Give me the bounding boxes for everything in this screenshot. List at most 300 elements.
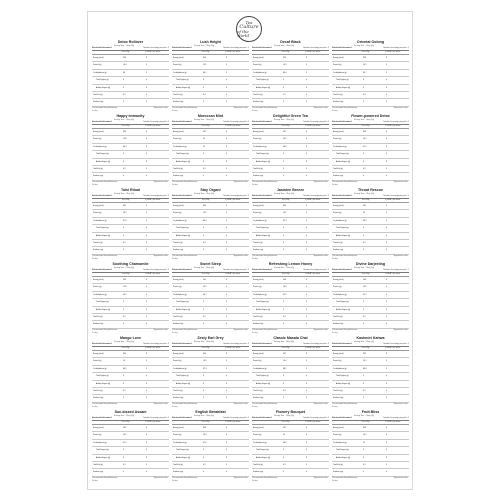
column-header-per-100g: Per 100g (282, 124, 290, 127)
per-100g-value: 0 (363, 301, 364, 304)
per-100g-value: 343 (363, 130, 366, 133)
per-100g-value: 0 (363, 449, 364, 452)
nutrient-label: Carbohydrate (g) (93, 219, 107, 222)
per-100g-value: 341 (283, 426, 286, 429)
per-100g-value: 0 (123, 79, 124, 82)
nutrient-row (252, 247, 329, 254)
footnote-per-day: Per day (252, 184, 258, 186)
nutrient-label: Carbohydrate (g) (173, 293, 187, 296)
per-100g-value: 16.3 (283, 64, 287, 67)
nutrient-row (332, 314, 409, 321)
rda-value: 0 (386, 375, 387, 378)
nutrient-row (332, 440, 409, 447)
rda-value: 0 (306, 293, 307, 296)
per-100g-value: 343 (363, 278, 366, 281)
per-100g-value: 0 (363, 86, 364, 89)
nutrient-label: Protein (g) (173, 64, 182, 67)
footnote-rda: *Recommended Dietary Allowances (252, 107, 278, 109)
nutrient-label: Sodium (mg) (253, 323, 264, 326)
per-100g-value: 0 (363, 153, 364, 156)
nutritional-info-label: Nutritional Information* (172, 195, 193, 198)
nutrient-label: Energy (kcal) (93, 56, 104, 59)
per-100g-value: 0 (203, 375, 204, 378)
nutrient-row (332, 425, 409, 432)
serving-size: Serving Size - 1 Bag (2g) (354, 193, 375, 195)
column-header-per-100g: Per 100g (122, 346, 130, 349)
per-100g-value: 340 (203, 56, 206, 59)
rda-value: 0 (306, 434, 307, 437)
rda-value: 0 (306, 352, 307, 355)
rda-value: 0 (306, 360, 307, 363)
nutrient-row (172, 247, 249, 254)
nutrient-row (252, 307, 329, 314)
rda-value: 0 (226, 382, 227, 385)
nutrient-label: Energy (kcal) (253, 56, 264, 59)
per-100g-value: 0 (363, 375, 364, 378)
nutrient-row (252, 277, 329, 284)
nutrient-label: Total Sugars (g) (256, 153, 269, 156)
rda-value: 0 (226, 449, 227, 452)
nutrient-row (252, 314, 329, 321)
nutritional-info-label: Nutritional Information* (172, 269, 193, 272)
nutrition-panel (92, 114, 169, 186)
footnote-per-day: Per day (252, 258, 258, 260)
nutrient-label: Protein (g) (253, 360, 262, 363)
nutrient-row (172, 388, 249, 395)
rda-value: 0 (306, 389, 307, 392)
nutrient-label: Added Sugars (g) (176, 86, 191, 89)
per-100g-value: 0 (203, 234, 204, 237)
servings-per-pack: Number of servings per pack - 1 (383, 121, 409, 124)
nutrient-row (92, 210, 169, 217)
nutrient-row (92, 292, 169, 299)
servings-per-pack: Number of servings per pack - 1 (223, 417, 249, 420)
panel-footnote (92, 182, 169, 184)
nutrient-row (172, 240, 249, 247)
nutrient-label: Carbohydrate (g) (253, 71, 267, 74)
rda-value: 0 (386, 434, 387, 437)
nutrient-label: Added Sugars (g) (176, 160, 191, 163)
nutrient-label: Carbohydrate (g) (253, 219, 267, 222)
footnote-approx: *Approximate values (313, 107, 328, 109)
nutrient-row (252, 166, 329, 173)
per-100g-value: 16.1 (363, 64, 367, 67)
rda-value: 0 (386, 360, 387, 363)
nutrition-panel (332, 40, 409, 112)
nutrient-row (252, 85, 329, 92)
column-header-per-100g: Per 100g (202, 346, 210, 349)
per-100g-value: 67.9 (283, 293, 287, 296)
serving-size: Serving Size - 1 Bag (2g) (194, 267, 215, 269)
nutrient-label: Carbohydrate (g) (93, 71, 107, 74)
column-header-rda: % RDA** per serve (225, 198, 241, 201)
nutrient-label: Carbohydrate (g) (333, 219, 347, 222)
rda-value: 0 (306, 241, 307, 244)
nutrient-label: Energy (kcal) (333, 278, 344, 281)
per-100g-value: 0 (203, 308, 204, 311)
footnote-approx: *Approximate values (233, 477, 248, 479)
rda-value: 0 (386, 145, 387, 148)
per-100g-value: 343 (363, 426, 366, 429)
nutrient-label: Energy (kcal) (333, 130, 344, 133)
column-header-rda: % RDA** per serve (385, 198, 401, 201)
per-100g-value: 0 (283, 382, 284, 385)
nutrient-row (172, 314, 249, 321)
per-100g-value: 6.4 (203, 93, 206, 96)
per-100g-value: 6.2 (203, 315, 206, 318)
column-header-rda: % RDA** per serve (385, 50, 401, 53)
rda-value: 0 (226, 145, 227, 148)
product-name: Moroccan Mint (197, 114, 224, 118)
nutrient-label: Added Sugars (g) (176, 308, 191, 311)
column-header-nutrient (252, 125, 282, 128)
nutrient-row (92, 225, 169, 232)
per-100g-value: 0 (203, 101, 204, 104)
servings-per-pack: Number of servings per pack - 1 (143, 269, 169, 272)
nutrient-label: Added Sugars (g) (256, 308, 271, 311)
per-100g-value: 66.2 (123, 293, 127, 296)
nutrient-row (172, 210, 249, 217)
per-100g-value: 15.8 (123, 138, 127, 141)
nutrient-row (332, 307, 409, 314)
nutrient-label: Added Sugars (g) (336, 234, 351, 237)
product-name: Zesty Earl Grey (197, 336, 224, 340)
per-100g-value: 338 (363, 56, 366, 59)
per-100g-value: 0 (283, 375, 284, 378)
nutrient-label: Added Sugars (g) (256, 234, 271, 237)
nutritional-info-label: Nutritional Information* (92, 47, 113, 50)
nutrient-row (92, 240, 169, 247)
nutrition-panel (252, 262, 329, 334)
column-header-rda: % RDA** per serve (225, 50, 241, 53)
rda-value: 0 (306, 160, 307, 163)
servings-per-pack: Number of servings per pack - 1 (143, 417, 169, 420)
rda-value: 0 (146, 293, 147, 296)
column-header-per-100g: Per 100g (202, 124, 210, 127)
nutrition-panel (332, 114, 409, 186)
per-100g-value: 6.3 (363, 93, 366, 96)
nutrient-label: Sodium (mg) (253, 175, 264, 178)
rda-value: 0 (306, 456, 307, 459)
rda-value: 0 (146, 212, 147, 215)
nutrient-row (252, 447, 329, 454)
nutritional-info-label: Nutritional Information* (92, 121, 113, 124)
per-100g-value: 344 (283, 204, 286, 207)
per-100g-value: 0 (203, 227, 204, 230)
nutrition-panel (172, 188, 249, 260)
rda-value: 0 (306, 204, 307, 207)
per-100g-value: 0 (203, 323, 204, 326)
footnote-approx: *Approximate values (313, 403, 328, 405)
rda-value: 0 (386, 426, 387, 429)
product-name: Tulsi Ritual (120, 188, 141, 192)
nutrient-row (172, 233, 249, 240)
column-header-per-100g: Per 100g (122, 50, 130, 53)
rda-value: 0 (386, 293, 387, 296)
rda-value: 0 (386, 64, 387, 67)
nutrient-row (172, 151, 249, 158)
nutrient-label: Total Fat (g) (93, 167, 103, 170)
nutrition-panel (332, 410, 409, 482)
nutrient-label: Sodium (mg) (333, 471, 344, 474)
serving-size: Serving Size - 1 Bag (2g) (194, 193, 215, 195)
per-100g-value: 16.3 (203, 360, 207, 363)
per-100g-value: 67 (363, 441, 365, 444)
nutrient-label: Total Sugars (g) (96, 227, 109, 230)
nutrient-label: Added Sugars (g) (256, 86, 271, 89)
rda-value: 0 (386, 382, 387, 385)
nutrition-panel (332, 336, 409, 408)
per-100g-value: 0 (203, 160, 204, 163)
nutrient-label: Added Sugars (g) (96, 456, 111, 459)
rda-value: 0 (146, 64, 147, 67)
footnote-approx: *Approximate values (393, 477, 408, 479)
nutrient-row (92, 307, 169, 314)
per-100g-value: 67.4 (283, 219, 287, 222)
per-100g-value: 0 (203, 382, 204, 385)
serving-size: Serving Size - 1 Bag (2g) (354, 267, 375, 269)
per-100g-value: 0 (203, 456, 204, 459)
nutrient-label: Carbohydrate (g) (173, 219, 187, 222)
nutrition-panel (92, 262, 169, 334)
nutrient-label: Total Fat (g) (93, 389, 103, 392)
per-100g-value: 0 (283, 249, 284, 252)
nutrient-label: Total Sugars (g) (176, 301, 189, 304)
nutrient-label: Total Sugars (g) (96, 375, 109, 378)
rda-value: 0 (386, 301, 387, 304)
per-100g-value: 0 (283, 79, 284, 82)
logo-line-3: of the World (237, 28, 249, 38)
servings-per-pack: Number of servings per pack - 1 (303, 121, 329, 124)
nutrient-label: Energy (kcal) (333, 56, 344, 59)
rda-value: 0 (146, 367, 147, 370)
rda-value: 0 (226, 101, 227, 104)
product-name: Detox Rollover (117, 40, 144, 44)
nutrient-label: Total Sugars (g) (336, 227, 349, 230)
rda-value: 0 (386, 463, 387, 466)
nutrient-label: Protein (g) (333, 138, 342, 141)
nutrient-row (252, 55, 329, 62)
nutritional-info-label: Nutritional Information* (252, 121, 273, 124)
footnote-per-day: Per day (252, 480, 258, 482)
per-100g-value: 0 (123, 308, 124, 311)
per-100g-value: 16 (363, 212, 365, 215)
nutrition-panel (92, 188, 169, 260)
nutrient-row (332, 210, 409, 217)
servings-per-pack: Number of servings per pack - 1 (383, 269, 409, 272)
nutrient-row (332, 166, 409, 173)
nutrient-row (172, 85, 249, 92)
nutrient-label: Added Sugars (g) (96, 160, 111, 163)
nutrient-row (92, 455, 169, 462)
footnote-rda: *Recommended Dietary Allowances (332, 477, 358, 479)
panel-footnote (92, 108, 169, 110)
panel-footnote (332, 256, 409, 258)
rda-value: 0 (226, 360, 227, 363)
nutrition-panel (92, 40, 169, 112)
nutrient-label: Total Sugars (g) (336, 375, 349, 378)
nutrient-label: Carbohydrate (g) (93, 441, 107, 444)
nutrient-row (332, 469, 409, 476)
nutrient-row (92, 395, 169, 402)
per-100g-value: 0 (123, 175, 124, 178)
nutrient-row (252, 136, 329, 143)
column-header-nutrient (92, 125, 122, 128)
rda-value: 0 (306, 323, 307, 326)
per-100g-value: 0 (363, 397, 364, 400)
nutrient-row (332, 173, 409, 180)
rda-value: 0 (306, 315, 307, 318)
per-100g-value: 0 (283, 101, 284, 104)
rda-value: 0 (226, 138, 227, 141)
nutrient-row (252, 373, 329, 380)
nutrient-row (332, 218, 409, 225)
nutrient-label: Protein (g) (333, 286, 342, 289)
column-header-per-100g: Per 100g (122, 272, 130, 275)
per-100g-value: 0 (123, 86, 124, 89)
nutrient-row (172, 99, 249, 106)
nutrient-label: Total Sugars (g) (256, 375, 269, 378)
column-header-rda: % RDA** per serve (305, 420, 321, 423)
product-name: English Breakfast (195, 410, 226, 414)
rda-value: 0 (226, 441, 227, 444)
servings-per-pack: Number of servings per pack - 1 (303, 343, 329, 346)
nutritional-info-label: Nutritional Information* (92, 417, 113, 420)
nutrient-label: Carbohydrate (g) (93, 293, 107, 296)
rda-value: 0 (146, 219, 147, 222)
footnote-approx: *Approximate values (313, 329, 328, 331)
panel-footnote (332, 404, 409, 406)
rda-value: 0 (226, 219, 227, 222)
per-100g-value: 0 (283, 86, 284, 89)
per-100g-value: 16 (283, 434, 285, 437)
rda-value: 0 (306, 212, 307, 215)
nutrient-label: Sodium (mg) (333, 397, 344, 400)
nutrient-label: Carbohydrate (g) (173, 367, 187, 370)
nutrient-row (332, 151, 409, 158)
nutrient-row (252, 469, 329, 476)
nutrient-row (92, 388, 169, 395)
rda-value: 0 (146, 323, 147, 326)
nutrient-label: Total Sugars (g) (96, 153, 109, 156)
nutrient-row (172, 462, 249, 469)
nutrient-label: Energy (kcal) (93, 426, 104, 429)
nutrient-row (172, 144, 249, 151)
nutrient-label: Protein (g) (253, 434, 262, 437)
brand-logo (236, 16, 262, 42)
rda-value: 0 (226, 56, 227, 59)
rda-value: 0 (386, 308, 387, 311)
nutrient-label: Total Fat (g) (93, 463, 103, 466)
rda-value: 0 (386, 101, 387, 104)
servings-per-pack: Number of servings per pack - 1 (383, 343, 409, 346)
nutrient-label: Added Sugars (g) (336, 456, 351, 459)
nutrient-row (172, 292, 249, 299)
nutrient-label: Total Fat (g) (173, 315, 183, 318)
rda-value: 0 (386, 397, 387, 400)
nutrition-panels-grid (92, 40, 410, 482)
per-100g-value: 346 (283, 278, 286, 281)
nutrient-label: Carbohydrate (g) (253, 145, 267, 148)
footnote-per-day: Per day (92, 332, 98, 334)
rda-value: 0 (146, 227, 147, 230)
nutrient-label: Protein (g) (253, 64, 262, 67)
nutrient-row (92, 55, 169, 62)
rda-value: 0 (306, 308, 307, 311)
serving-size: Serving Size - 1 Bag (2g) (274, 415, 295, 417)
nutritional-info-label: Nutritional Information* (252, 269, 273, 272)
per-100g-value: 0 (123, 323, 124, 326)
rda-value: 0 (146, 301, 147, 304)
per-100g-value: 66.1 (203, 71, 207, 74)
serving-size: Serving Size - 1 Bag (2g) (114, 267, 135, 269)
per-100g-value: 66.8 (283, 145, 287, 148)
rda-value: 0 (226, 212, 227, 215)
rda-value: 0 (226, 426, 227, 429)
nutrient-label: Energy (kcal) (173, 278, 184, 281)
serving-size: Serving Size - 1 Bag (2g) (114, 193, 135, 195)
product-name: Happy Immunity (116, 114, 145, 118)
nutrition-sheet (87, 11, 413, 490)
rda-value: 0 (226, 389, 227, 392)
footnote-per-day: Per day (172, 110, 178, 112)
footnote-per-day: Per day (252, 110, 258, 112)
per-100g-value: 0 (123, 397, 124, 400)
rda-value: 0 (226, 471, 227, 474)
nutrient-row (332, 292, 409, 299)
nutrient-row (332, 447, 409, 454)
rda-value: 0 (146, 160, 147, 163)
panel-footnote (172, 182, 249, 184)
nutrient-row (172, 455, 249, 462)
column-header-per-100g: Per 100g (202, 420, 210, 423)
servings-per-pack: Number of servings per pack - 1 (303, 195, 329, 198)
per-100g-value: 0 (363, 227, 364, 230)
rda-value: 0 (306, 86, 307, 89)
nutrition-panel (172, 114, 249, 186)
footnote-per-day: Per day (172, 332, 178, 334)
nutrient-label: Added Sugars (g) (256, 160, 271, 163)
per-100g-value: 67.3 (203, 367, 207, 370)
rda-value: 0 (386, 315, 387, 318)
footnote-approx: *Approximate values (153, 403, 168, 405)
nutrient-row (92, 203, 169, 210)
column-header-per-100g: Per 100g (202, 50, 210, 53)
nutrient-row (332, 159, 409, 166)
servings-per-pack: Number of servings per pack - 1 (223, 269, 249, 272)
column-header-per-100g: Per 100g (362, 124, 370, 127)
per-100g-value: 0 (363, 471, 364, 474)
rda-value: 0 (306, 426, 307, 429)
nutrient-row (332, 247, 409, 254)
per-100g-value: 0 (363, 160, 364, 163)
per-100g-value: 342 (203, 130, 206, 133)
per-100g-value: 0 (123, 449, 124, 452)
column-header-per-100g: Per 100g (122, 420, 130, 423)
nutrient-label: Sodium (mg) (173, 397, 184, 400)
per-100g-value: 67.2 (363, 145, 367, 148)
rda-value: 0 (226, 227, 227, 230)
per-100g-value: 16.4 (283, 360, 287, 363)
per-100g-value: 0 (203, 471, 204, 474)
per-100g-value: 66.9 (363, 219, 367, 222)
nutrient-label: Sodium (mg) (93, 323, 104, 326)
footnote-rda: *Recommended Dietary Allowances (92, 329, 118, 331)
per-100g-value: 0 (123, 301, 124, 304)
column-header-rda: % RDA** per serve (385, 272, 401, 275)
nutritional-info-label: Nutritional Information* (332, 195, 353, 198)
rda-value: 0 (146, 93, 147, 96)
